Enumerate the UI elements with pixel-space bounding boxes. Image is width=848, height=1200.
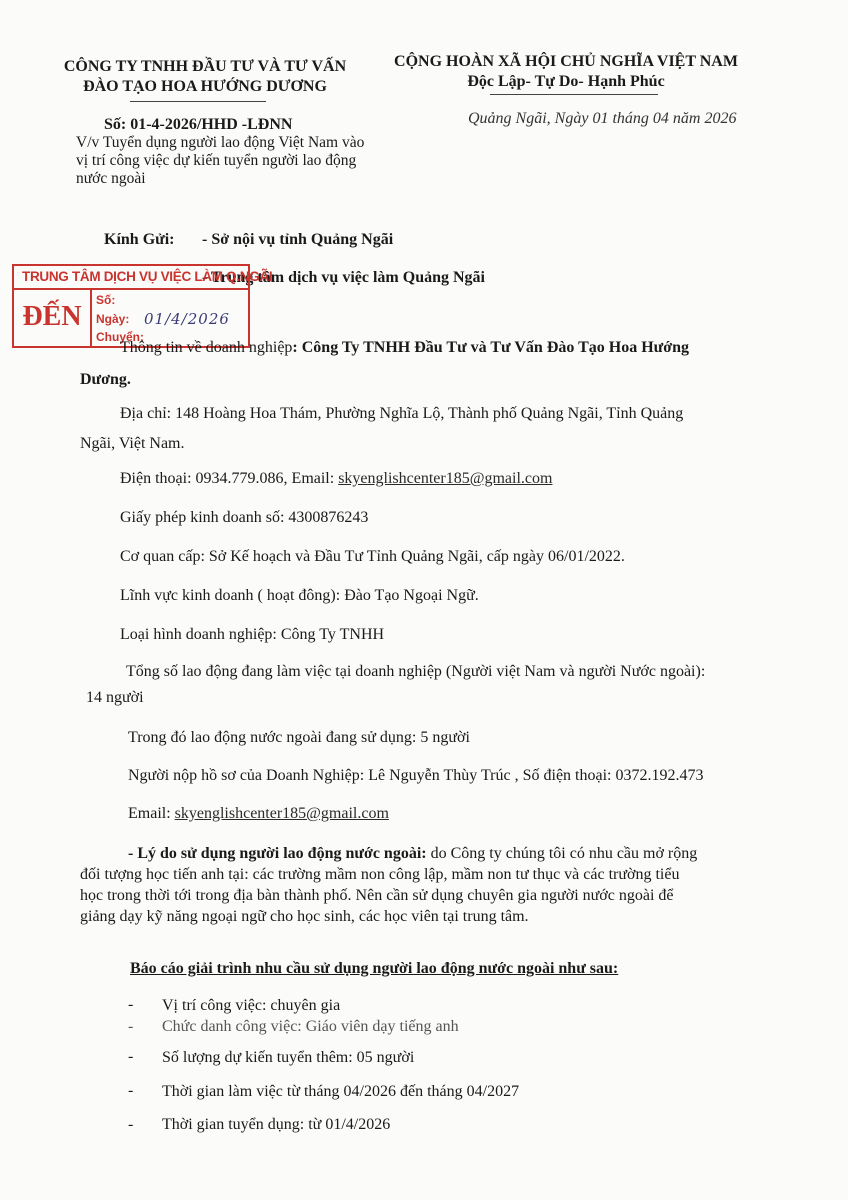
email-link-2[interactable]: skyenglishcenter185@gmail.com bbox=[174, 805, 389, 822]
phone-email bbox=[120, 469, 552, 489]
address bbox=[80, 404, 800, 454]
subject-line1: V/v Tuyển dụng người lao động Việt Nam vào bbox=[76, 134, 365, 151]
submitter: Người nộp hồ sơ của Doanh Nghiệp: Lê Nguyễn Thùy Trúc , Số điện thoại: 0372.192.473 bbox=[128, 767, 704, 784]
address-line2: Ngãi, Việt Nam. bbox=[80, 435, 185, 452]
reason-line3: học trong thời tới trong địa bàn thành phố. Nên cần sử dụng chuyên gia người nước ngoài để bbox=[80, 887, 674, 904]
nation-motto: Độc Lập- Tự Do- Hạnh Phúc bbox=[467, 73, 665, 90]
company-name-line1: CÔNG TY TNHH ĐẦU TƯ VÀ TƯ VẤN bbox=[63, 58, 347, 75]
list-item-work-period: Thời gian làm việc từ tháng 04/2026 đến tháng 04/2027 bbox=[162, 1083, 520, 1100]
company-name-line2: Dương. bbox=[80, 371, 131, 388]
company-header bbox=[40, 57, 370, 97]
company-name-line2: ĐÀO TẠO HOA HƯỚNG DƯƠNG bbox=[83, 78, 327, 95]
submitter-email bbox=[128, 804, 389, 824]
place-date: Quảng Ngãi, Ngày 01 tháng 04 năm 2026 bbox=[468, 110, 737, 127]
reason-text: do Công ty chúng tôi có nhu cầu mở rộng bbox=[426, 845, 698, 862]
stamp-den: ĐẾN bbox=[14, 288, 92, 346]
email-label: Email: bbox=[128, 805, 175, 822]
subject-line3: nước ngoài bbox=[76, 170, 146, 187]
stamp-ngay: Ngày: bbox=[96, 312, 130, 326]
foreign-workers: Trong đó lao động nước ngoài đang sử dụng: 5 người bbox=[128, 729, 470, 746]
nation-header bbox=[376, 52, 756, 92]
reason-paragraph bbox=[80, 843, 802, 927]
email-link[interactable]: skyenglishcenter185@gmail.com bbox=[338, 470, 553, 487]
subject bbox=[76, 134, 364, 188]
document-number: Số: 01-4-2026/HHD -LĐNN bbox=[104, 116, 293, 133]
total-workers-line2: 14 người bbox=[86, 689, 144, 706]
recipient-first: - Sở nội vụ tỉnh Quảng Ngãi bbox=[202, 231, 394, 248]
total-workers-line1: Tổng số lao động đang làm việc tại doanh nghiệp (Người việt Nam và người Nước ngoài): bbox=[126, 663, 706, 680]
list-item-quantity: Số lượng dự kiến tuyển thêm: 05 người bbox=[162, 1049, 415, 1066]
reason-line4: giảng dạy kỹ năng ngoại ngữ cho học sinh, các học viên tại trung tâm. bbox=[80, 908, 529, 925]
nation-title: CỘNG HOÀN XÃ HỘI CHỦ NGHĨA VIỆT NAM bbox=[394, 53, 738, 70]
stamp-handwritten-date: 01/4/2026 bbox=[144, 310, 230, 328]
list-dash: - bbox=[128, 996, 134, 1013]
nation-header-underline bbox=[490, 94, 658, 95]
business-field: Lĩnh vực kinh doanh ( hoạt đông): Đào Tạo Ngoại Ngữ. bbox=[120, 587, 479, 604]
list-dash: - bbox=[128, 1082, 134, 1099]
list-dash: - bbox=[128, 1048, 134, 1065]
reason-line1 bbox=[80, 843, 802, 864]
company-header-underline bbox=[130, 101, 266, 102]
list-item-title: Chức danh công việc: Giáo viên dạy tiếng anh bbox=[162, 1018, 459, 1035]
stamp-chuyen: Chuyển: bbox=[96, 330, 144, 344]
reason-label: - Lý do sử dụng người lao động nước ngoài: bbox=[128, 845, 427, 862]
issuer: Cơ quan cấp: Sở Kế hoạch và Đầu Tư Tỉnh Quảng Ngãi, cấp ngày 06/01/2022. bbox=[120, 548, 625, 565]
recipient-label: Kính Gửi: bbox=[104, 231, 175, 248]
recipient-second: - Trung tâm dịch vụ việc làm Quảng Ngãi bbox=[202, 269, 485, 286]
list-dash: - bbox=[128, 1018, 134, 1035]
subject-line2: vị trí công việc dự kiến tuyển người lao động bbox=[76, 152, 357, 169]
reason-line2: đối tượng học tiến anh tại: các trường mầm non công lập, mầm non tư thục và các trường tiểu bbox=[80, 866, 680, 883]
phone: Điện thoại: 0934.779.086, Email: bbox=[120, 470, 339, 487]
stamp-title: TRUNG TÂM DỊCH VỤ VIỆC LÀM Q.NGÃI bbox=[14, 266, 248, 290]
company-name: : Công Ty TNHH Đầu Tư và Tư Vấn Đào Tạo Hoa Hướng bbox=[292, 339, 689, 356]
list-item-position: Vị trí công việc: chuyên gia bbox=[162, 997, 341, 1014]
business-type: Loại hình doanh nghiệp: Công Ty TNHH bbox=[120, 626, 385, 643]
total-workers bbox=[86, 662, 802, 708]
report-heading: Báo cáo giải trình nhu cầu sử dụng người lao động nước ngoài như sau: bbox=[130, 960, 619, 977]
address-line1: Địa chỉ: 148 Hoàng Hoa Thám, Phường Nghĩa Lộ, Thành phố Quảng Ngãi, Tỉnh Quảng bbox=[120, 405, 684, 422]
company-info-line1 bbox=[120, 338, 689, 358]
company-info-label: Thông tin về doanh nghiệp bbox=[120, 339, 293, 356]
list-dash: - bbox=[128, 1116, 134, 1133]
list-item-recruitment-time: Thời gian tuyển dụng: từ 01/4/2026 bbox=[162, 1116, 391, 1133]
received-stamp bbox=[12, 264, 273, 348]
stamp-so: Số: bbox=[96, 293, 116, 307]
license: Giấy phép kinh doanh số: 4300876243 bbox=[120, 509, 369, 526]
